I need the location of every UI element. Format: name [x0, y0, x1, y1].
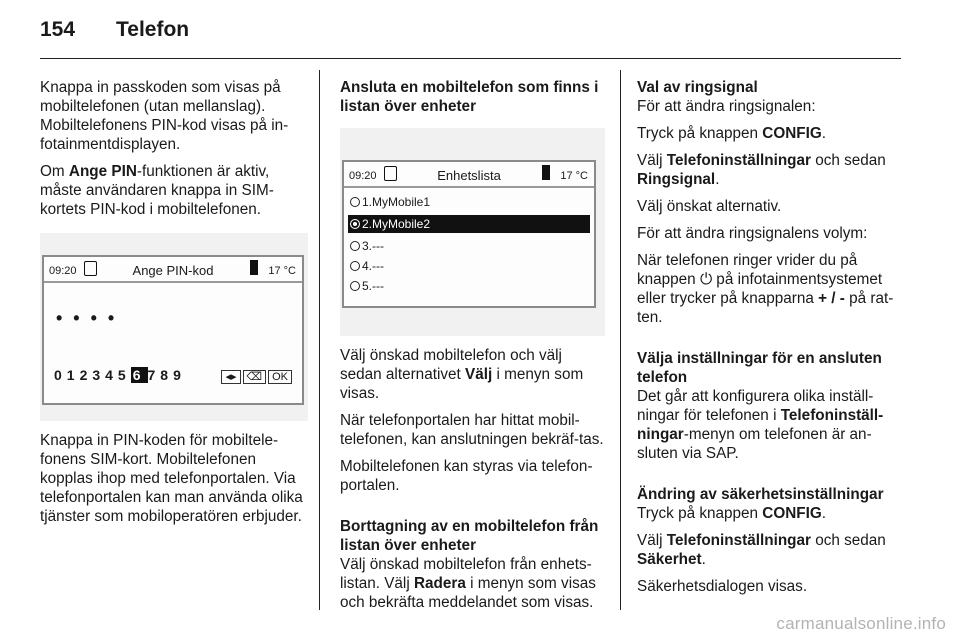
- screen-controls: [219, 368, 292, 387]
- digit-selector: 012345 6 789: [54, 367, 186, 383]
- paragraph: Välj önskad mobiltelefon och välj sedan alternativet Välj i menyn som visas.: [340, 347, 584, 402]
- power-knob-icon: ⏻: [699, 271, 713, 288]
- device-display: [342, 160, 596, 308]
- column-3: [637, 78, 903, 604]
- paragraph: Välj Telefoninställningar och sedan Ringsignal.: [637, 152, 886, 188]
- page-title: Telefon: [116, 18, 190, 41]
- heading: Ansluta en mobiltelefon som finns i listan över enheter: [340, 79, 599, 115]
- paragraph: När telefonen ringer vrider du på knappen ⏻ på infotainmentsystemet eller trycker på knapparna + / - på rat-ten.: [637, 252, 894, 326]
- heading: Ändring av säkerhetsinställningar: [637, 486, 884, 503]
- column-2: [340, 78, 605, 620]
- pin-display: [42, 255, 304, 405]
- paragraph: Tryck på knappen CONFIG.: [637, 505, 827, 522]
- paragraph: Om Ange PIN-funktionen är aktiv, måste användaren knappa in SIM-kortets PIN-kod i mobiltelefonen.: [40, 163, 274, 218]
- column-divider-2: [620, 70, 621, 610]
- paragraph: Välj önskat alternativ.: [637, 198, 782, 215]
- watermark: carmanualsonline.info: [776, 614, 946, 633]
- screen-title: Ange PIN-kod: [132, 263, 214, 278]
- pin-screen-image: [40, 233, 308, 421]
- device-item-selected: 2.MyMobile2: [348, 215, 590, 233]
- heading: Borttagning av en mobiltelefon från listan över enheter: [340, 518, 599, 554]
- radio-icon: [350, 197, 360, 207]
- device-list-image: [340, 128, 605, 336]
- ok-button: OK: [268, 370, 292, 384]
- screen-title: Enhetslista: [437, 168, 501, 183]
- backspace-icon: ⌫: [243, 370, 267, 384]
- status-bar: 09:20 Enhetslista 17 °C: [344, 162, 594, 188]
- paragraph: Det går att konfigurera olika inställ-ningar för telefonen i Telefoninställ-ningar-menyn om telefonen är an-sluten via SAP.: [637, 388, 884, 462]
- paragraph: Mobiltelefonen kan styras via telefon-portalen.: [340, 458, 593, 494]
- device-item: 4.---: [348, 257, 590, 275]
- paragraph: Knappa in passkoden som visas på mobiltelefonen (utan mellanslag). Mobiltelefonens PIN-kod visas på in-fotainmentdisplayen.: [40, 79, 289, 153]
- paragraph: Knappa in PIN-koden för mobiltele-fonens SIM-kort. Mobiltelefonen kopplas ihop med telefonportalen. Via telefonportalen kan man använda olika tjänster som mobiloperatören erbjuder.: [40, 432, 303, 525]
- masked-pin: • • • •: [56, 308, 118, 328]
- paragraph: Tryck på knappen CONFIG.: [637, 125, 827, 142]
- paragraph: Välj önskad mobiltelefon från enhets-listan. Välj Radera i menyn som visas och bekräfta meddelandet som visas.: [340, 556, 596, 611]
- radio-icon: [350, 281, 360, 291]
- device-item: 3.---: [348, 237, 590, 255]
- paragraph: För att ändra ringsignalen:: [637, 98, 816, 115]
- heading: Välja inställningar för en ansluten telefon: [637, 350, 882, 386]
- selected-digit: 6: [132, 367, 146, 383]
- paragraph: Säkerhetsdialogen visas.: [637, 578, 808, 595]
- paragraph: När telefonportalen har hittat mobil-telefonen, kan anslutningen bekräf-tas.: [340, 412, 604, 448]
- device-item: 1.MyMobile1: [348, 193, 590, 211]
- status-bar: 09:20 Ange PIN-kod 17 °C: [44, 257, 302, 283]
- radio-selected-icon: [350, 219, 360, 229]
- phone-battery-icon: [250, 260, 258, 275]
- paragraph: För att ändra ringsignalens volym:: [637, 225, 868, 242]
- page-number: 154: [40, 18, 76, 41]
- page-header: [40, 18, 190, 42]
- header-rule: [40, 58, 901, 59]
- device-item: 5.---: [348, 277, 590, 295]
- heading: Val av ringsignal: [637, 79, 758, 96]
- paragraph: Välj Telefoninställningar och sedan Säkerhet.: [637, 532, 886, 568]
- column-divider-1: [319, 70, 320, 610]
- column-1: [40, 78, 308, 534]
- phone-battery-icon: [542, 165, 550, 180]
- radio-icon: [350, 261, 360, 271]
- arrows-icon: ◂▸: [221, 370, 240, 384]
- radio-icon: [350, 241, 360, 251]
